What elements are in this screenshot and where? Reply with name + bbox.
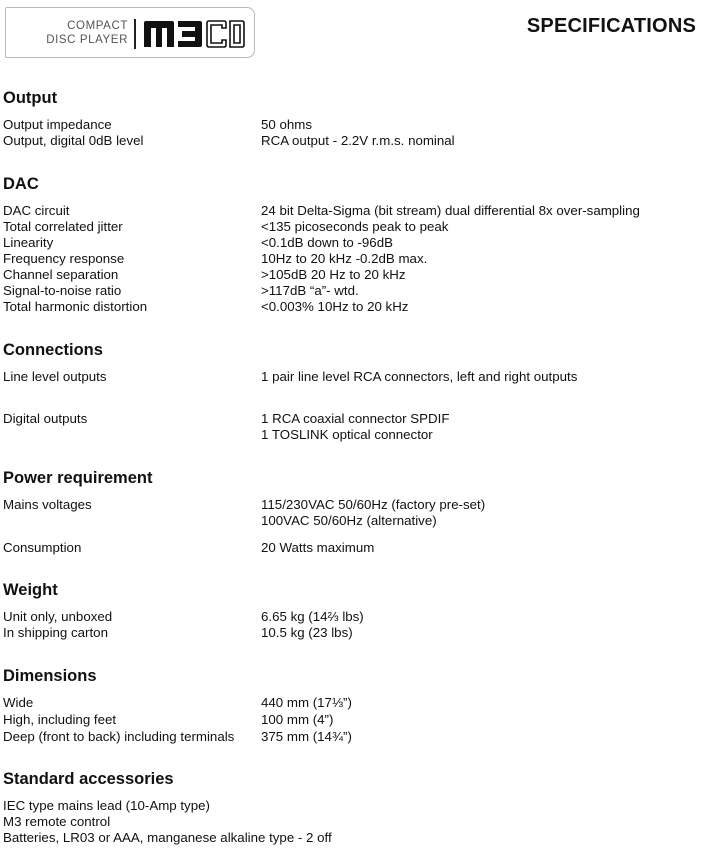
spec-label: Frequency response	[3, 251, 125, 266]
spec-value: 440 mm (17⅓”)	[261, 695, 352, 710]
spec-label: DAC circuit	[3, 203, 70, 218]
spec-value	[261, 540, 701, 556]
spec-label: Output, digital 0dB level	[3, 133, 144, 148]
logo-caption	[44, 19, 128, 47]
spec-value: <135 picoseconds peak to peak	[261, 219, 449, 234]
section-heading-connections: Connections	[3, 341, 103, 359]
spec-value-line: 1 RCA coaxial connector SPDIF	[261, 411, 450, 426]
spec-label: Channel separation	[3, 267, 119, 282]
accessory-item: IEC type mains lead (10-Amp type)	[3, 798, 210, 813]
spec-label: Output impedance	[3, 117, 112, 132]
spec-value	[261, 411, 701, 443]
section-heading-accessories: Standard accessories	[3, 770, 174, 788]
spec-label: In shipping carton	[3, 625, 108, 640]
spec-label: Unit only, unboxed	[3, 609, 113, 624]
spec-value: 10Hz to 20 kHz -0.2dB max.	[261, 251, 428, 266]
spec-value: 10.5 kg (23 lbs)	[261, 625, 353, 640]
page-title: SPECIFICATIONS	[526, 15, 696, 37]
spec-value: 375 mm (14¾”)	[261, 729, 352, 744]
spec-value	[261, 369, 701, 385]
spec-value-line: 1 TOSLINK optical connector	[261, 427, 433, 442]
spec-label: Wide	[3, 695, 34, 710]
spec-label: Total correlated jitter	[3, 219, 123, 234]
spec-value-line: 100VAC 50/60Hz (alternative)	[261, 513, 437, 528]
spec-label: Mains voltages	[3, 497, 92, 512]
accessory-item: M3 remote control	[3, 814, 111, 829]
logo-caption-line2: DISC PLAYER	[46, 34, 128, 46]
spec-value	[261, 497, 701, 529]
spec-value-line: 1 pair line level RCA connectors, left and right outputs	[261, 369, 578, 384]
section-heading-dimensions: Dimensions	[3, 667, 97, 685]
logo-caption-line1: COMPACT	[67, 20, 128, 32]
spec-label: Digital outputs	[3, 411, 88, 426]
spec-value: RCA output - 2.2V r.m.s. nominal	[261, 133, 455, 148]
spec-value-line: 115/230VAC 50/60Hz (factory pre-set)	[261, 497, 486, 512]
logo-divider	[134, 19, 136, 49]
spec-label: Line level outputs	[3, 369, 107, 384]
spec-label: Consumption	[3, 540, 82, 555]
product-logo	[5, 7, 255, 58]
spec-value: 100 mm (4”)	[261, 712, 334, 727]
section-heading-output: Output	[3, 89, 58, 107]
spec-label: Signal-to-noise ratio	[3, 283, 122, 298]
spec-value-line: 20 Watts maximum	[261, 540, 375, 555]
spec-label: Total harmonic distortion	[3, 299, 148, 314]
spec-label: Linearity	[3, 235, 54, 250]
accessory-item: Batteries, LR03 or AAA, manganese alkaline type - 2 off	[3, 830, 332, 845]
spec-value: 6.65 kg (14⅔ lbs)	[261, 609, 364, 624]
spec-label: Deep (front to back) including terminals	[3, 729, 235, 744]
spec-value: 50 ohms	[261, 117, 312, 132]
spec-value: <0.003% 10Hz to 20 kHz	[261, 299, 409, 314]
section-heading-weight: Weight	[3, 581, 58, 599]
spec-label: High, including feet	[3, 712, 117, 727]
spec-value: <0.1dB down to -96dB	[261, 235, 393, 250]
m3cd-logo-mark	[142, 19, 246, 49]
spec-value: >117dB “a”- wtd.	[261, 283, 359, 298]
spec-value: >105dB 20 Hz to 20 kHz	[261, 267, 406, 282]
section-heading-power: Power requirement	[3, 469, 153, 487]
spec-value: 24 bit Delta-Sigma (bit stream) dual differential 8x over-sampling	[261, 203, 640, 218]
section-heading-dac: DAC	[3, 175, 39, 193]
